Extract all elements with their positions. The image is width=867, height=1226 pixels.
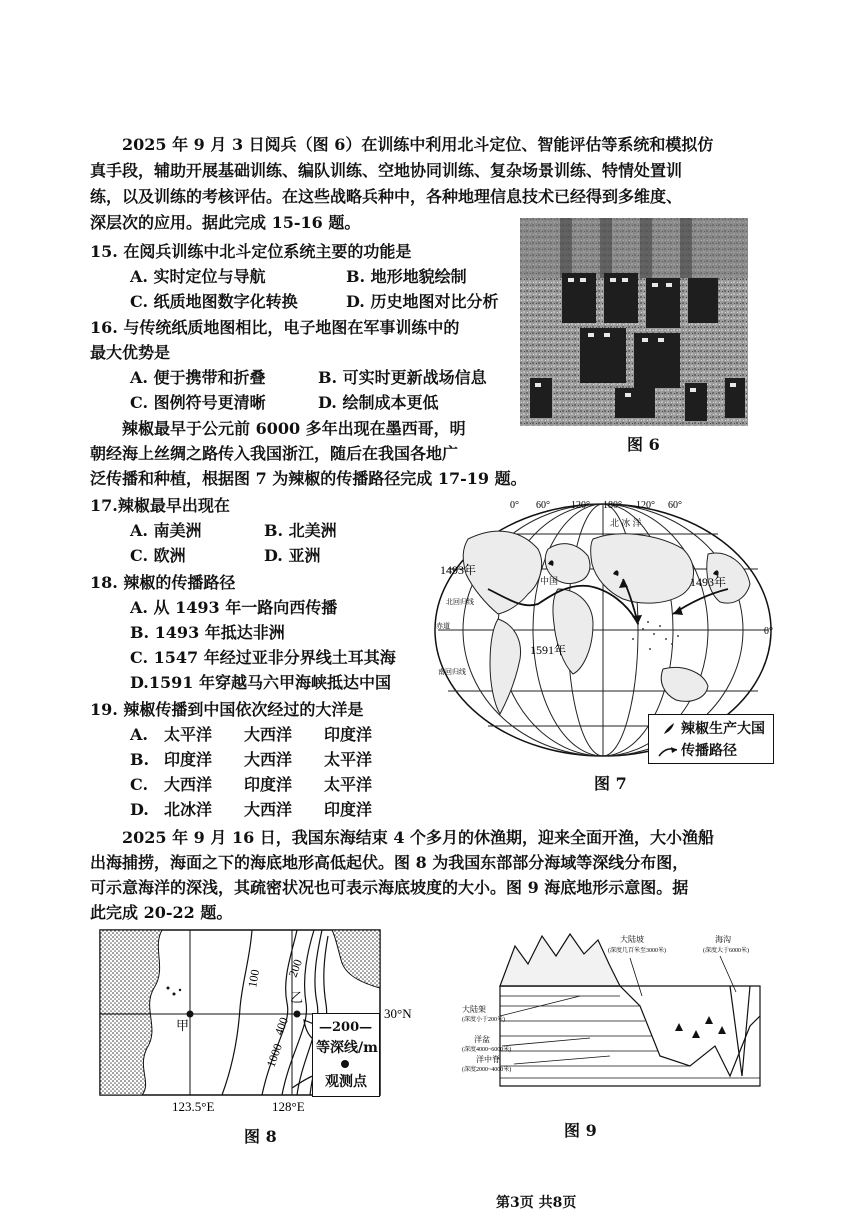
q17-option-b: B. 北美洲 xyxy=(264,521,337,540)
legend-route-label: 传播路径 xyxy=(681,743,737,759)
fig7-year-1493-right: 1493年 xyxy=(690,575,727,589)
q17-option-c: C. 欧洲 xyxy=(130,546,186,565)
lon-128e-label: 128°E xyxy=(272,1099,305,1114)
fig7-lon-label-5: 120° xyxy=(636,500,655,511)
figure-9-seafloor-diagram xyxy=(460,926,772,1112)
intro2-line3: 泛传播和种植，根据图 7 为辣椒的传播路径完成 17-19 题。 xyxy=(90,469,527,488)
point-jia-label: 甲 xyxy=(176,1018,190,1033)
q19-row-b-ocean-1: 印度洋 xyxy=(164,750,213,769)
intro3-line4: 此完成 20-22 题。 xyxy=(90,903,233,922)
intro3-line1: 2025 年 9 月 16 日，我国东海结束 4 个多月的休渔期，迎来全面开渔，大小渔船 xyxy=(122,828,715,847)
figure-7-caption: 图 7 xyxy=(594,774,627,793)
q19-row-c-ocean-2: 印度洋 xyxy=(244,775,293,794)
q18-stem: 18. 辣椒的传播路径 xyxy=(90,573,236,592)
fig7-lon-label-1: 0° xyxy=(510,500,519,511)
contour-1000-label: 1000 xyxy=(263,1041,286,1070)
q19-row-a-ocean-3: 印度洋 xyxy=(324,725,373,744)
q16-stem-2: 最大优势是 xyxy=(90,343,171,362)
q19-row-a-ocean-2: 大西洋 xyxy=(244,725,293,744)
q19-row-a-ocean-1: 太平洋 xyxy=(164,725,213,744)
legend-chili-icon xyxy=(661,721,677,735)
label-ocean-basin: 洋盆 xyxy=(474,1035,490,1044)
intro1-line3: 练，以及训练的考核评估。在这些战略兵种中，各种地理信息技术已经得到多维度、 xyxy=(90,187,683,206)
label-continental-shelf-depth: (深度小于200米) xyxy=(462,1017,505,1023)
figure-8-isobath-map xyxy=(92,928,442,1118)
contour-100-label: 100 xyxy=(245,968,263,989)
q19-row-a-letter: A. xyxy=(130,725,148,744)
q19-row-c-ocean-3: 太平洋 xyxy=(324,775,373,794)
legend-contour-label: 等深线/m xyxy=(316,1040,378,1056)
figure-8-caption: 图 8 xyxy=(244,1127,277,1146)
fig7-lon-label-4: 180° xyxy=(603,500,622,511)
legend-arrow-icon xyxy=(657,743,679,757)
label-continental-shelf: 大陆架 xyxy=(462,1005,486,1014)
label-trench: 海沟 xyxy=(715,935,731,944)
intro1-line1: 2025 年 9 月 3 日阅兵（图 6）在训练中利用北斗定位、智能评估等系统和模拟仿 xyxy=(122,135,714,154)
q15-option-a: A. 实时定位与导航 xyxy=(130,267,266,286)
intro1-line2: 真手段，辅助开展基础训练、编队训练、空地协同训练、复杂场景训练、特情处置训 xyxy=(90,161,683,180)
q19-row-b-ocean-3: 太平洋 xyxy=(324,750,373,769)
observation-point-jia xyxy=(187,1011,194,1018)
figure-9-caption: 图 9 xyxy=(564,1121,597,1140)
page-footer: 第3页 共8页 xyxy=(496,1195,577,1211)
q15-option-c: C. 纸质地图数字化转换 xyxy=(130,292,298,311)
figure-7-legend xyxy=(648,714,774,764)
q16-stem-1: 16. 与传统纸质地图相比，电子地图在军事训练中的 xyxy=(90,318,460,337)
q18-option-a: A. 从 1493 年一路向西传播 xyxy=(130,598,338,617)
label-mid-ocean-ridge-depth: (深度2000~4000米) xyxy=(462,1067,512,1073)
intro3-line3: 可示意海洋的深浅，其疏密状况也可表示海底坡度的大小。图 9 海底地形示意图。据 xyxy=(90,878,689,897)
q17-option-a: A. 南美洲 xyxy=(130,521,202,540)
contour-400-label: 400 xyxy=(271,1015,291,1038)
isobath-map-svg xyxy=(92,928,442,1118)
fig7-tropic-cancer-label: 北回归线 xyxy=(446,598,474,606)
figure-6-caption: 图 6 xyxy=(627,435,660,454)
label-continental-slope-depth: (深度几百米至3000米) xyxy=(608,948,666,954)
intro2-line2: 朝经海上丝绸之路传入我国浙江，随后在我国各地广 xyxy=(90,444,459,463)
fig7-china-label: 中国 xyxy=(540,576,559,586)
q16-option-b: B. 可实时更新战场信息 xyxy=(318,368,487,387)
legend-point-label: 观测点 xyxy=(325,1074,367,1090)
figure-6-parade-photo xyxy=(520,218,748,426)
q19-row-d-letter: D. xyxy=(130,800,149,819)
fig7-lon-label-3: 120° xyxy=(571,500,590,511)
fig7-lat-equator: 0° xyxy=(764,626,773,637)
lon-123-5e-label: 123.5°E xyxy=(172,1099,215,1114)
legend-contour-value: —200— xyxy=(319,1020,373,1035)
lat-30n-label: 30°N xyxy=(384,1006,412,1021)
fig7-arctic-ocean-label: 北 冰 洋 xyxy=(610,518,642,528)
label-mid-ocean-ridge: 洋中脊 xyxy=(476,1055,500,1064)
q19-row-b-letter: B. xyxy=(130,750,150,769)
q15-option-d: D. 历史地图对比分析 xyxy=(346,292,499,311)
intro2-line1: 辣椒最早于公元前 6000 多年出现在墨西哥，明 xyxy=(122,419,466,438)
q19-row-c-ocean-1: 大西洋 xyxy=(164,775,213,794)
label-continental-slope: 大陆坡 xyxy=(620,935,644,944)
observation-point-yi xyxy=(294,1011,301,1018)
q19-row-c-letter: C. xyxy=(130,775,149,794)
label-ocean-basin-depth: (深度4000~6000米) xyxy=(462,1047,512,1053)
contour-200-label: 200 xyxy=(285,957,305,980)
figure-8-legend xyxy=(312,1013,380,1097)
q15-option-b: B. 地形地貌绘制 xyxy=(346,267,467,286)
fig7-year-1591: 1591年 xyxy=(530,643,567,657)
q17-option-d: D. 亚洲 xyxy=(264,546,321,565)
legend-chili-producer-label: 辣椒生产大国 xyxy=(681,721,765,737)
parade-photo-illustration xyxy=(520,218,748,426)
q19-row-d-ocean-2: 大西洋 xyxy=(244,800,293,819)
q16-option-c: C. 图例符号更清晰 xyxy=(130,393,266,412)
fig7-year-1493-left: 1493年 xyxy=(440,563,477,577)
seafloor-diagram-svg xyxy=(460,926,772,1112)
q18-option-b: B. 1493 年抵达非洲 xyxy=(130,623,285,642)
q15-stem: 15. 在阅兵训练中北斗定位系统主要的功能是 xyxy=(90,242,412,261)
q18-option-c: C. 1547 年经过亚非分界线土耳其海 xyxy=(130,648,396,667)
fig7-tropic-capricorn-label: 南回归线 xyxy=(438,668,466,676)
q19-row-d-ocean-1: 北冰洋 xyxy=(164,800,213,819)
fig7-lon-label-6: 60° xyxy=(668,500,682,511)
fig7-equator-label: 赤道 xyxy=(436,622,450,630)
q19-row-d-ocean-3: 印度洋 xyxy=(324,800,373,819)
q16-option-d: D. 绘制成本更低 xyxy=(318,393,439,412)
label-trench-depth: (深度大于6000米) xyxy=(703,948,749,954)
fig7-lon-label-2: 60° xyxy=(536,500,550,511)
intro3-line2: 出海捕捞，海面之下的海底地形高低起伏。图 8 为我国东部部分海域等深线分布图， xyxy=(90,853,689,872)
point-yi-label: 乙 xyxy=(290,990,304,1005)
q19-stem: 19. 辣椒传播到中国依次经过的大洋是 xyxy=(90,700,364,719)
intro1-line4: 深层次的应用。据此完成 15-16 题。 xyxy=(90,213,361,232)
q16-option-a: A. 便于携带和折叠 xyxy=(130,368,266,387)
q17-stem: 17.辣椒最早出现在 xyxy=(90,496,230,515)
q18-option-d: D.1591 年穿越马六甲海峡抵达中国 xyxy=(130,673,391,692)
q19-row-b-ocean-2: 大西洋 xyxy=(244,750,293,769)
legend-point-icon xyxy=(341,1060,349,1068)
